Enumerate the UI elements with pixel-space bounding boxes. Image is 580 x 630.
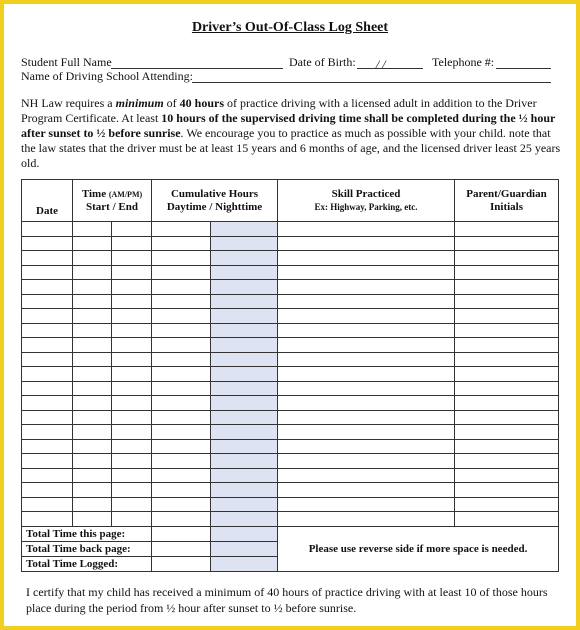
skill-cell[interactable] [278, 367, 455, 382]
initials-cell[interactable] [455, 236, 559, 251]
date-cell[interactable] [22, 280, 73, 295]
page-title: Driver’s Out-Of-Class Log Sheet [191, 20, 389, 35]
skill-cell[interactable] [278, 512, 455, 527]
initials-cell[interactable] [455, 309, 559, 324]
start-time-cell[interactable] [73, 468, 112, 483]
initials-cell[interactable] [455, 439, 559, 454]
date-cell[interactable] [22, 468, 73, 483]
end-time-cell[interactable] [112, 338, 152, 353]
skill-cell[interactable] [278, 497, 455, 512]
law-hours: 40 hours [179, 96, 225, 110]
total-logged-label: Total Time Logged: [22, 556, 152, 571]
dob-label: Date of Birth: [289, 55, 356, 69]
initials-cell[interactable] [455, 323, 559, 338]
log-row [22, 439, 559, 454]
nighttime-hours-cell[interactable] [211, 483, 278, 498]
daytime-hours-cell[interactable] [152, 454, 211, 469]
date-cell[interactable] [22, 425, 73, 440]
law-minimum: minimum [115, 96, 164, 110]
certification-text: I certify that my child has received a minimum of 40 hours of practice driving with at least 10 of those hours place during the period from ½ hour after sunset to ½ before sunrise. [26, 585, 548, 615]
daytime-hours-cell[interactable] [152, 265, 211, 280]
start-time-cell[interactable] [73, 483, 112, 498]
initials-cell[interactable] [455, 222, 559, 237]
date-cell[interactable] [22, 309, 73, 324]
skill-cell[interactable] [278, 483, 455, 498]
nighttime-hours-cell[interactable] [211, 396, 278, 411]
total-logged-night[interactable] [211, 556, 278, 571]
start-time-cell[interactable] [73, 338, 112, 353]
dob-value: / / [376, 57, 386, 71]
date-cell[interactable] [22, 352, 73, 367]
end-time-cell[interactable] [112, 497, 152, 512]
initials-cell[interactable] [455, 251, 559, 266]
log-row [22, 396, 559, 411]
daytime-hours-cell[interactable] [152, 483, 211, 498]
date-cell[interactable] [22, 381, 73, 396]
start-time-cell[interactable] [73, 454, 112, 469]
log-row [22, 497, 559, 512]
nighttime-hours-cell[interactable] [211, 367, 278, 382]
start-time-cell[interactable] [73, 497, 112, 512]
school-field[interactable] [192, 82, 551, 83]
initials-cell[interactable] [455, 512, 559, 527]
skill-cell[interactable] [278, 425, 455, 440]
daytime-hours-cell[interactable] [152, 396, 211, 411]
skill-cell[interactable] [278, 454, 455, 469]
parent-initials-header: Parent/Guardian Initials [455, 180, 559, 222]
initials-cell[interactable] [455, 294, 559, 309]
skill-cell[interactable] [278, 222, 455, 237]
nighttime-hours-cell[interactable] [211, 222, 278, 237]
date-cell[interactable] [22, 512, 73, 527]
skill-cell[interactable] [278, 352, 455, 367]
end-time-cell[interactable] [112, 483, 152, 498]
nighttime-hours-cell[interactable] [211, 468, 278, 483]
date-cell[interactable] [22, 497, 73, 512]
skill-cell[interactable] [278, 381, 455, 396]
law-text-4: . We encourage you to practice as much as possible with your child. note that the law states that the driver must be at least 15 years and 6 months of age, and the licensed driver least 25 years old. [21, 126, 561, 170]
total-back-page-night[interactable] [211, 541, 278, 556]
start-time-cell[interactable] [73, 265, 112, 280]
cumulative-hours-header: Cumulative Hours Daytime / Nighttime [152, 180, 278, 222]
daytime-hours-cell[interactable] [152, 236, 211, 251]
log-row [22, 425, 559, 440]
date-cell[interactable] [22, 294, 73, 309]
log-row [22, 512, 559, 527]
skill-header: Skill Practiced Ex: Highway, Parking, etc. [278, 180, 455, 222]
end-time-cell[interactable] [112, 323, 152, 338]
initials-cell[interactable] [455, 396, 559, 411]
daytime-hours-cell[interactable] [152, 367, 211, 382]
log-sheet-page [4, 4, 576, 626]
date-cell[interactable] [22, 265, 73, 280]
skill-cell[interactable] [278, 323, 455, 338]
initials-cell[interactable] [455, 497, 559, 512]
skill-cell[interactable] [278, 468, 455, 483]
date-cell[interactable] [22, 483, 73, 498]
daytime-hours-cell[interactable] [152, 439, 211, 454]
date-cell[interactable] [22, 454, 73, 469]
daytime-hours-cell[interactable] [152, 512, 211, 527]
end-time-cell[interactable] [112, 309, 152, 324]
end-time-cell[interactable] [112, 251, 152, 266]
initials-cell[interactable] [455, 483, 559, 498]
total-this-page-night[interactable] [211, 526, 278, 541]
total-this-page-label: Total Time this page: [22, 526, 152, 541]
date-cell[interactable] [22, 236, 73, 251]
end-time-cell[interactable] [112, 236, 152, 251]
daytime-hours-cell[interactable] [152, 381, 211, 396]
nighttime-hours-cell[interactable] [211, 410, 278, 425]
total-back-page-day[interactable] [152, 541, 211, 556]
total-this-page-day[interactable] [152, 526, 211, 541]
total-logged-day[interactable] [152, 556, 211, 571]
daytime-hours-cell[interactable] [152, 294, 211, 309]
initials-cell[interactable] [455, 454, 559, 469]
end-time-cell[interactable] [112, 294, 152, 309]
start-time-cell[interactable] [73, 410, 112, 425]
start-time-cell[interactable] [73, 222, 112, 237]
log-row [22, 309, 559, 324]
daytime-hours-cell[interactable] [152, 251, 211, 266]
date-cell[interactable] [22, 367, 73, 382]
initials-cell[interactable] [455, 338, 559, 353]
skill-cell[interactable] [278, 439, 455, 454]
school-label: Name of Driving School Attending: [21, 69, 193, 83]
log-row [22, 410, 559, 425]
daytime-hours-cell[interactable] [152, 468, 211, 483]
initials-cell[interactable] [455, 425, 559, 440]
daytime-hours-cell[interactable] [152, 352, 211, 367]
dob-field[interactable] [357, 68, 423, 69]
skill-cell[interactable] [278, 396, 455, 411]
initials-cell[interactable] [455, 367, 559, 382]
daytime-hours-cell[interactable] [152, 425, 211, 440]
nighttime-hours-cell[interactable] [211, 352, 278, 367]
daytime-hours-cell[interactable] [152, 338, 211, 353]
log-row [22, 483, 559, 498]
log-row [22, 454, 559, 469]
end-time-cell[interactable] [112, 439, 152, 454]
end-time-cell[interactable] [112, 222, 152, 237]
end-time-cell[interactable] [112, 454, 152, 469]
end-time-cell[interactable] [112, 512, 152, 527]
nighttime-hours-cell[interactable] [211, 323, 278, 338]
start-time-cell[interactable] [73, 251, 112, 266]
initials-cell[interactable] [455, 381, 559, 396]
initials-cell[interactable] [455, 265, 559, 280]
date-cell[interactable] [22, 251, 73, 266]
date-cell[interactable] [22, 222, 73, 237]
nighttime-hours-cell[interactable] [211, 265, 278, 280]
log-row [22, 265, 559, 280]
law-text-2: of [163, 96, 180, 110]
nighttime-hours-cell[interactable] [211, 294, 278, 309]
daytime-hours-cell[interactable] [152, 323, 211, 338]
skill-cell[interactable] [278, 410, 455, 425]
start-time-cell[interactable] [73, 367, 112, 382]
nighttime-hours-cell[interactable] [211, 512, 278, 527]
time-header: Time (AM/PM) Start / End [73, 180, 152, 222]
log-row [22, 352, 559, 367]
start-time-cell[interactable] [73, 236, 112, 251]
date-cell[interactable] [22, 396, 73, 411]
log-table [21, 179, 559, 572]
skill-cell[interactable] [278, 280, 455, 295]
initials-cell[interactable] [455, 280, 559, 295]
daytime-hours-cell[interactable] [152, 222, 211, 237]
end-time-cell[interactable] [112, 396, 152, 411]
telephone-field[interactable] [496, 68, 551, 69]
law-night-requirement: 10 hours of the supervised driving time shall be completed during the ½ hour after sunset to ½ before sunrise [21, 111, 556, 140]
telephone-label: Telephone #: [432, 55, 495, 69]
skill-cell[interactable] [278, 251, 455, 266]
start-time-cell[interactable] [73, 323, 112, 338]
skill-cell[interactable] [278, 265, 455, 280]
end-time-cell[interactable] [112, 468, 152, 483]
daytime-hours-cell[interactable] [152, 309, 211, 324]
nighttime-hours-cell[interactable] [211, 338, 278, 353]
initials-cell[interactable] [455, 468, 559, 483]
daytime-hours-cell[interactable] [152, 410, 211, 425]
nighttime-hours-cell[interactable] [211, 309, 278, 324]
start-time-cell[interactable] [73, 381, 112, 396]
log-row [22, 323, 559, 338]
start-time-cell[interactable] [73, 439, 112, 454]
nighttime-hours-cell[interactable] [211, 439, 278, 454]
log-row [22, 251, 559, 266]
end-time-cell[interactable] [112, 425, 152, 440]
date-header: Date [22, 180, 73, 222]
start-time-cell[interactable] [73, 294, 112, 309]
nighttime-hours-cell[interactable] [211, 497, 278, 512]
log-row [22, 338, 559, 353]
nighttime-hours-cell[interactable] [211, 251, 278, 266]
date-cell[interactable] [22, 338, 73, 353]
date-cell[interactable] [22, 439, 73, 454]
start-time-cell[interactable] [73, 309, 112, 324]
daytime-hours-cell[interactable] [152, 280, 211, 295]
end-time-cell[interactable] [112, 410, 152, 425]
log-row [22, 468, 559, 483]
start-time-cell[interactable] [73, 280, 112, 295]
initials-cell[interactable] [455, 410, 559, 425]
nighttime-hours-cell[interactable] [211, 425, 278, 440]
total-back-page-label: Total Time back page: [22, 541, 152, 556]
log-row [22, 381, 559, 396]
skill-cell[interactable] [278, 236, 455, 251]
skill-cell[interactable] [278, 338, 455, 353]
start-time-cell[interactable] [73, 352, 112, 367]
start-time-cell[interactable] [73, 425, 112, 440]
nighttime-hours-cell[interactable] [211, 381, 278, 396]
log-row [22, 294, 559, 309]
log-row [22, 222, 559, 237]
student-name-label: Student Full Name [21, 55, 112, 69]
end-time-cell[interactable] [112, 367, 152, 382]
log-row [22, 280, 559, 295]
law-paragraph [21, 96, 561, 171]
end-time-cell[interactable] [112, 381, 152, 396]
end-time-cell[interactable] [112, 280, 152, 295]
daytime-hours-cell[interactable] [152, 497, 211, 512]
end-time-cell[interactable] [112, 265, 152, 280]
nighttime-hours-cell[interactable] [211, 454, 278, 469]
reverse-side-note: Please use reverse side if more space is needed. [278, 526, 559, 571]
date-cell[interactable] [22, 410, 73, 425]
skill-cell[interactable] [278, 309, 455, 324]
initials-cell[interactable] [455, 352, 559, 367]
skill-cell[interactable] [278, 294, 455, 309]
end-time-cell[interactable] [112, 352, 152, 367]
date-cell[interactable] [22, 323, 73, 338]
nighttime-hours-cell[interactable] [211, 280, 278, 295]
log-row [22, 236, 559, 251]
law-text-3: of practice driving with a licensed adult in addition to the Driver Program Certificate. At least [21, 96, 537, 125]
nighttime-hours-cell[interactable] [211, 236, 278, 251]
start-time-cell[interactable] [73, 396, 112, 411]
start-time-cell[interactable] [73, 512, 112, 527]
law-text-1: NH Law requires a [21, 96, 116, 110]
log-row [22, 367, 559, 382]
